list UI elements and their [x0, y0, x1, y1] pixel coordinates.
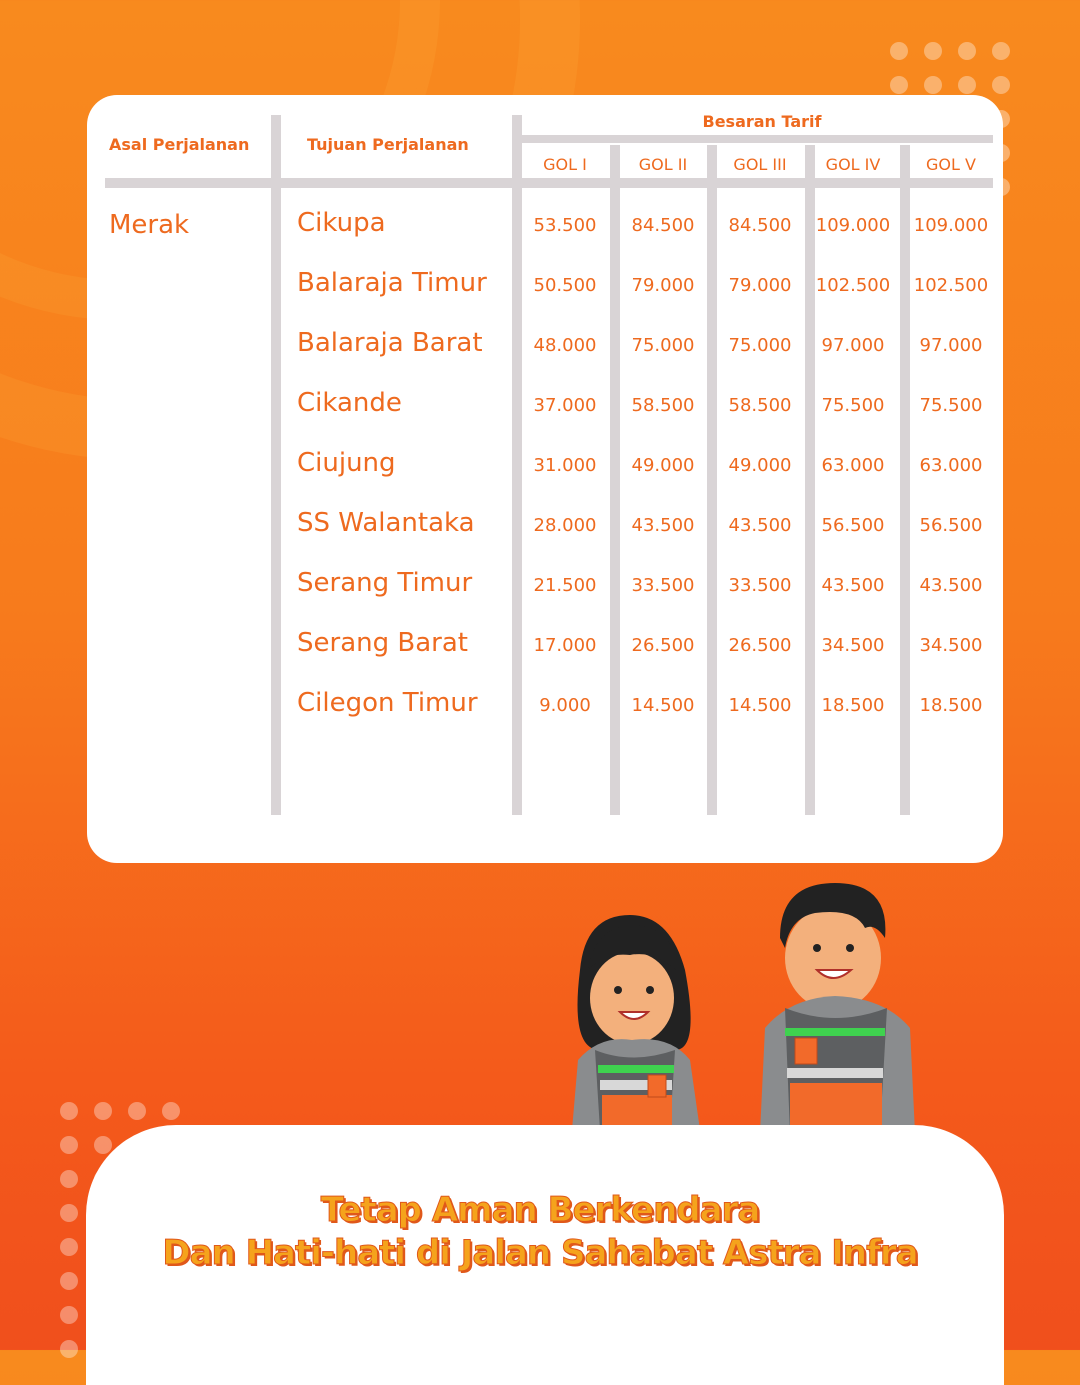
origin-label: Merak: [109, 210, 190, 240]
fare-cell: 49.000: [631, 455, 695, 476]
fare-cell: 49.000: [728, 455, 792, 476]
fare-cell: 109.000: [815, 215, 891, 236]
fare-cell: 97.000: [821, 335, 885, 356]
fare-cell: 43.500: [728, 515, 792, 536]
fare-cell: 97.000: [919, 335, 983, 356]
fare-cell: 26.500: [728, 635, 792, 656]
fare-cell: 34.500: [919, 635, 983, 656]
fare-cell: 31.000: [533, 455, 597, 476]
girl-mascot-illustration: [560, 910, 710, 1130]
tariff-header-divider: [517, 135, 993, 143]
destination-label: Serang Timur: [297, 568, 473, 598]
header-tariff: Besaran Tarif: [702, 112, 822, 131]
destination-label: Cilegon Timur: [297, 688, 478, 718]
header-destination: Tujuan Perjalanan: [307, 135, 469, 154]
fare-cell: 14.500: [728, 695, 792, 716]
fare-cell: 33.500: [631, 575, 695, 596]
destination-label: Balaraja Barat: [297, 328, 483, 358]
destination-label: Cikande: [297, 388, 402, 418]
fare-cell: 56.500: [919, 515, 983, 536]
fare-cell: 79.000: [631, 275, 695, 296]
fare-cell: 18.500: [821, 695, 885, 716]
fare-cell: 63.000: [821, 455, 885, 476]
boy-mascot-illustration: [755, 878, 925, 1133]
fare-table-card: [87, 95, 1003, 863]
fare-cell: 43.500: [919, 575, 983, 596]
fare-cell: 109.000: [913, 215, 989, 236]
fare-cell: 63.000: [919, 455, 983, 476]
destination-label: Ciujung: [297, 448, 396, 478]
fare-cell: 84.500: [728, 215, 792, 236]
fare-cell: 50.500: [533, 275, 597, 296]
fare-cell: 43.500: [631, 515, 695, 536]
class-header-gol-4: GOL IV: [825, 155, 881, 174]
destination-label: Serang Barat: [297, 628, 468, 658]
fare-cell: 21.500: [533, 575, 597, 596]
fare-cell: 14.500: [631, 695, 695, 716]
header-origin: Asal Perjalanan: [109, 135, 250, 154]
class-header-gol-1: GOL I: [543, 155, 587, 174]
fare-cell: 9.000: [539, 695, 591, 716]
class-header-gol-3: GOL III: [733, 155, 787, 174]
fare-cell: 28.000: [533, 515, 597, 536]
header-divider: [105, 178, 993, 188]
fare-cell: 56.500: [821, 515, 885, 536]
slogan-line-1: Tetap Aman Berkendara: [320, 1190, 760, 1230]
destination-label: SS Walantaka: [297, 508, 475, 538]
fare-cell: 33.500: [728, 575, 792, 596]
fare-cell: 75.500: [919, 395, 983, 416]
class-header-gol-5: GOL V: [926, 155, 976, 174]
fare-cell: 79.000: [728, 275, 792, 296]
fare-cell: 58.500: [728, 395, 792, 416]
fare-cell: 58.500: [631, 395, 695, 416]
column-divider: [271, 115, 281, 815]
slogan-line-2: Dan Hati-hati di Jalan Sahabat Astra Infra: [162, 1233, 918, 1273]
fare-cell: 102.500: [913, 275, 989, 296]
fare-cell: 75.000: [631, 335, 695, 356]
fare-cell: 75.000: [728, 335, 792, 356]
fare-cell: 53.500: [533, 215, 597, 236]
class-header-gol-2: GOL II: [638, 155, 688, 174]
fare-cell: 75.500: [821, 395, 885, 416]
fare-cell: 37.000: [533, 395, 597, 416]
destination-label: Balaraja Timur: [297, 268, 487, 298]
fare-cell: 48.000: [533, 335, 597, 356]
fare-cell: 17.000: [533, 635, 597, 656]
destination-label: Cikupa: [297, 208, 386, 238]
fare-cell: 102.500: [815, 275, 891, 296]
fare-cell: 18.500: [919, 695, 983, 716]
fare-cell: 43.500: [821, 575, 885, 596]
fare-cell: 84.500: [631, 215, 695, 236]
fare-cell: 26.500: [631, 635, 695, 656]
fare-cell: 34.500: [821, 635, 885, 656]
